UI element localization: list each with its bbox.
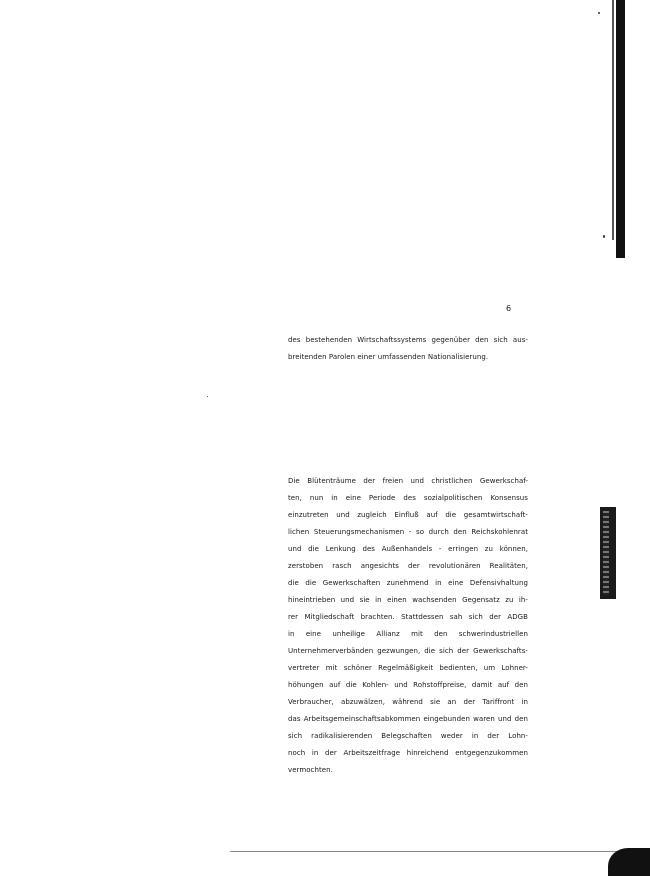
paragraph [288,473,528,779]
text-line: lichen Steuerungsmechanismen - so durch den Reichskohlenrat [288,528,528,536]
text-line: sich radikalisierenden Belegschaften weder in der Lohn- [288,732,528,740]
text-line: vertreter mit schöner Regelmäßigkeit bedienten, um Lohner- [288,664,528,672]
text-line: noch in der Arbeitszeitfrage hinreichend entgegenzukommen [288,749,528,757]
scan-edge-right [616,0,625,258]
text-line: breitenden Parolen einer umfassenden Nationalisierung. [288,353,489,361]
scan-speck [603,235,605,238]
text-line: hineintrieben und sie in einen wachsenden Gegensatz zu ih- [288,596,528,604]
text-line: Unternehmerverbänden gezwungen, die sich der Gewerkschafts- [288,647,528,655]
scan-speck [598,12,600,14]
text-line: höhungen auf die Kohlen- und Rohstoffpreise, damit auf den [288,681,528,689]
text-line: in eine unheilige Allianz mit den schwerindustriellen [288,630,528,638]
text-line: ten, nun in eine Periode des sozialpolitischen Konsensus [288,494,528,502]
text-line: zerstoben rasch angesichts der revolutionären Realitäten, [288,562,528,570]
text-line: Verbraucher, abzuwälzen, während sie an der Tariffront in [288,698,528,706]
text-line: und die Lenkung des Außenhandels - erringen zu können, [288,545,528,553]
paragraph [288,332,528,366]
text-line: des bestehenden Wirtschaftssystems gegenüber den sich aus- [288,336,528,344]
text-line: vermochten. [288,766,333,774]
text-line: das Arbeitsgemeinschaftsabkommen eingebunden waren und den [288,715,528,723]
text-line: einzutreten und zugleich Einfluß auf die gesamtwirtschaft- [288,511,528,519]
text-line: Die Blütenträume der freien und christlichen Gewerkschaf- [288,477,528,485]
scan-clip-mark [600,507,616,599]
text-line: die die Gewerkschaften zunehmend in eine Defensivhaltung [288,579,528,587]
page-number: 6 [506,304,512,313]
text-line: rer Mitgliedschaft brachten. Stattdessen sah sich der ADGB [288,613,528,621]
scan-speck [207,396,208,397]
scan-edge-right-thin [612,0,614,240]
scan-corner-shadow [608,848,650,876]
scan-bottom-edge [230,851,620,852]
